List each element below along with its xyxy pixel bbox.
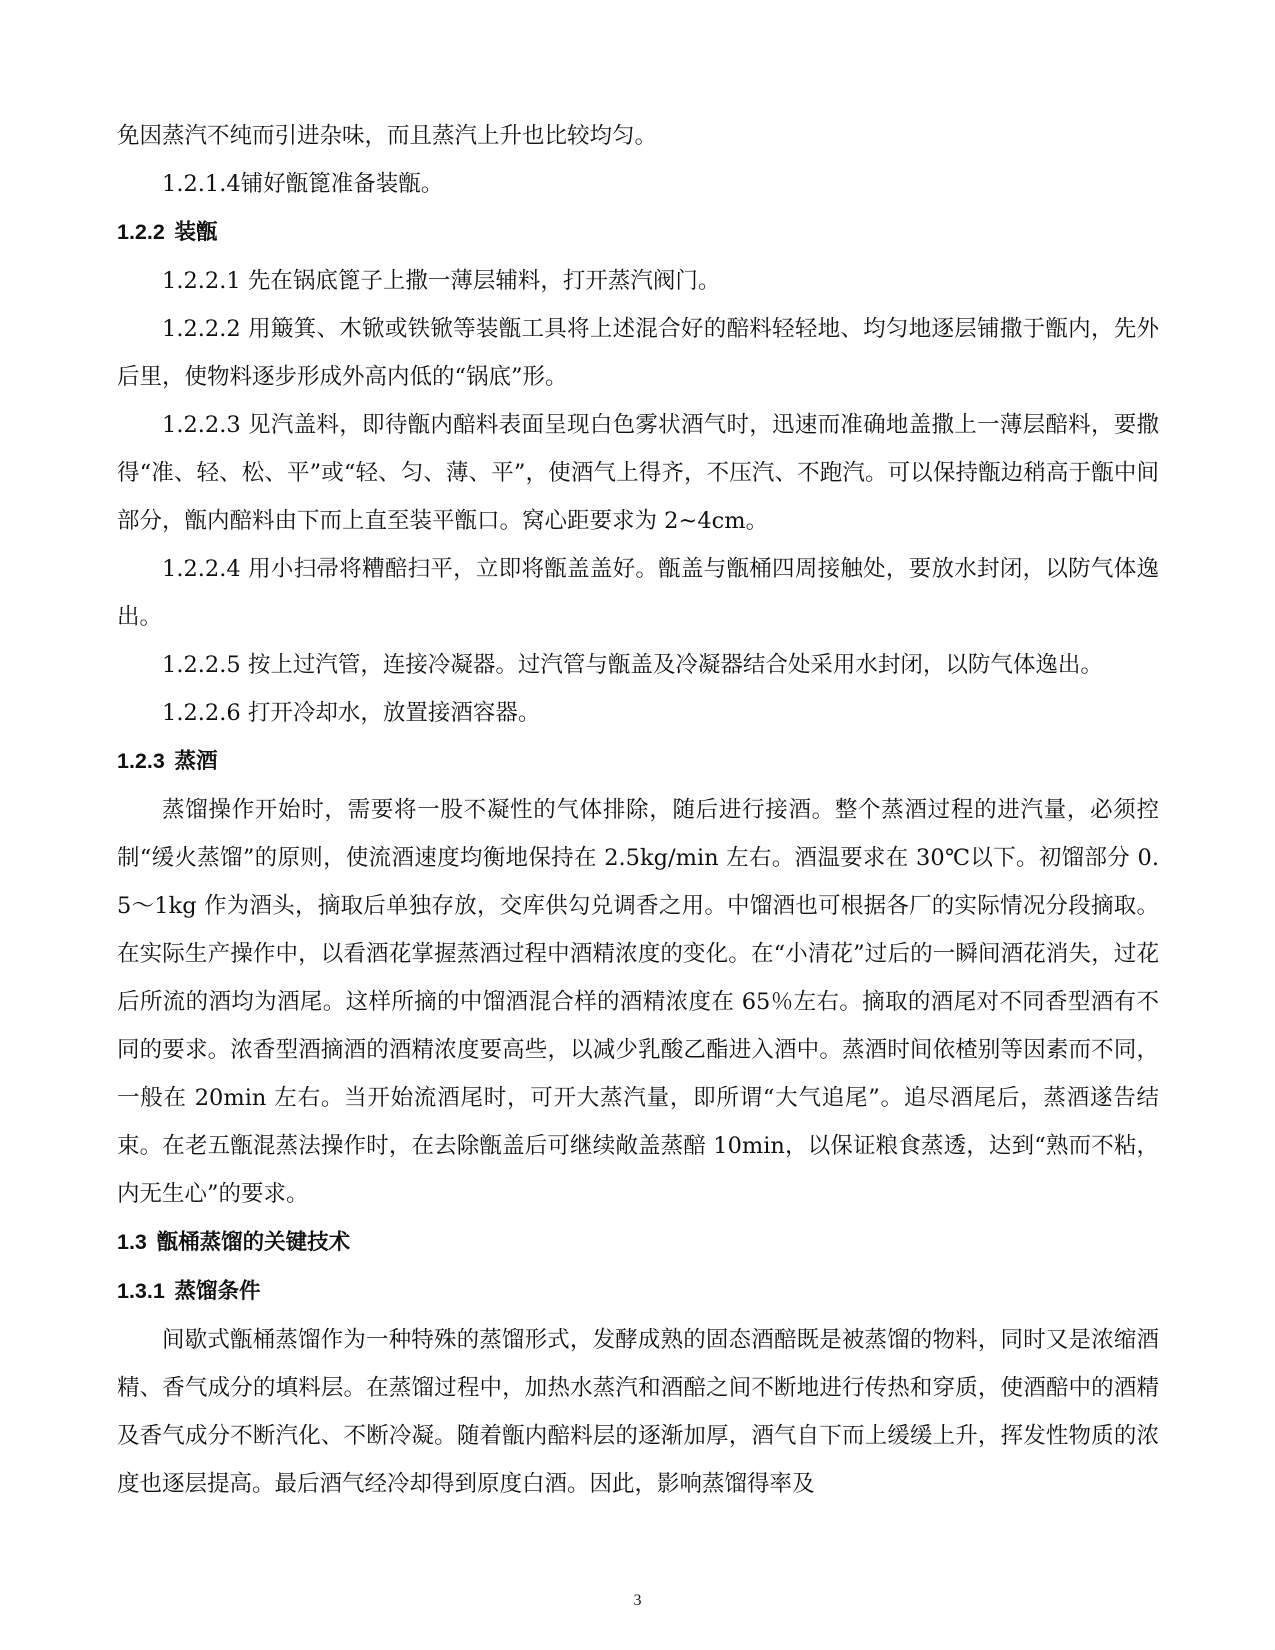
section-title: 甑桶蒸馏的关键技术 — [156, 1230, 351, 1255]
section-title: 蒸酒 — [174, 749, 218, 774]
body-paragraph: 1.2.2.6 打开冷却水，放置接酒容器。 — [162, 700, 541, 726]
section-title: 蒸馏条件 — [174, 1279, 261, 1304]
body-paragraph: 1.2.2.5 按上过汽管，连接冷凝器。过汽管与甑盖及冷凝器结合处采用水封闭，以防气体逸出。 — [162, 652, 1103, 678]
section-number: 1.2.3 — [117, 749, 165, 773]
section-heading — [117, 737, 1159, 786]
section-number: 1.3 — [117, 1230, 147, 1254]
body-paragraph: 1.2.2.1 先在锅底篦子上撒一薄层辅料，打开蒸汽阀门。 — [162, 268, 721, 294]
body-paragraph: 间歇式甑桶蒸馏作为一种特殊的蒸馏形式，发酵成熟的固态酒醅既是被蒸馏的物料，同时又是浓缩酒精、香气成分的填料层。在蒸馏过程中，加热水蒸汽和酒醅之间不断地进行传热和穿质，使酒醅中的酒精及香气成分不断汽化、不断冷凝。随着甑内醅料层的逐渐加厚，酒气自下而上缓缓上升，挥发性物质的浓度也逐层提高。最后酒气经冷却得到原度白酒。因此，影响蒸馏得率及 — [117, 1327, 1159, 1497]
body-paragraph: 1.2.2.2 用簸箕、木锨或铁锨等装甑工具将上述混合好的醅料轻轻地、均匀地逐层铺撒于甑内，先外后里，使物料逐步形成外高内低的“锅底”形。 — [117, 316, 1159, 390]
body-paragraph: 1.2.2.4 用小扫帚将糟醅扫平，立即将甑盖盖好。甑盖与甑桶四周接触处，要放水封闭，以防气体逸出。 — [117, 556, 1159, 630]
section-title: 装甑 — [174, 220, 218, 245]
body-paragraph: 1.2.2.3 见汽盖料，即待甑内醅料表面呈现白色雾状酒气时，迅速而准确地盖撒上一薄层醅料，要撒得“准、轻、松、平”或“轻、匀、薄、平”，使酒气上得齐，不压汽、不跑汽。可以保持甑边稍高于甑中间部分，甑内醅料由下而上直至装平甑口。窝心距要求为 2~4cm。 — [117, 412, 1159, 534]
section-number: 1.3.1 — [117, 1279, 165, 1303]
document-body — [117, 112, 1159, 1508]
section-heading — [117, 1267, 1159, 1316]
body-paragraph: 免因蒸汽不纯而引进杂味，而且蒸汽上升也比较均匀。 — [117, 123, 658, 149]
body-paragraph: 蒸馏操作开始时，需要将一股不凝性的气体排除，随后进行接酒。整个蒸酒过程的进汽量，必须控制“缓火蒸馏”的原则，使流酒速度均衡地保持在 2.5kg/min 左右。酒温要求在 30℃以下。初馏部分 0.5～1kg 作为酒头，摘取后单独存放，交库供勾兑调香之用。中馏酒也可根据各厂的实际情况分段摘取。在实际生产操作中，以看酒花掌握蒸酒过程中酒精浓度的变化。在“小清花”过后的一瞬间酒花消失，过花后所流的酒均为酒尾。这样所摘的中馏酒混合样的酒精浓度在 65％左右。摘取的酒尾对不同香型酒有不同的要求。浓香型酒摘酒的酒精浓度要高些，以减少乳酸乙酯进入酒中。蒸酒时间依楂别等因素而不同，一般在 20min 左右。当开始流酒尾时，可开大蒸汽量，即所谓“大气追尾”。追尽酒尾后，蒸酒遂告结束。在老五甑混蒸法操作时，在去除甑盖后可继续敞盖蒸醅 10min，以保证粮食蒸透，达到“熟而不粘，内无生心”的要求。 — [117, 797, 1159, 1207]
section-heading — [117, 208, 1159, 257]
section-heading — [117, 1218, 1159, 1267]
section-number: 1.2.2 — [117, 220, 165, 244]
page-number: 3 — [633, 1592, 642, 1609]
body-paragraph: 1.2.1.4铺好甑篦准备装甑。 — [162, 171, 444, 197]
